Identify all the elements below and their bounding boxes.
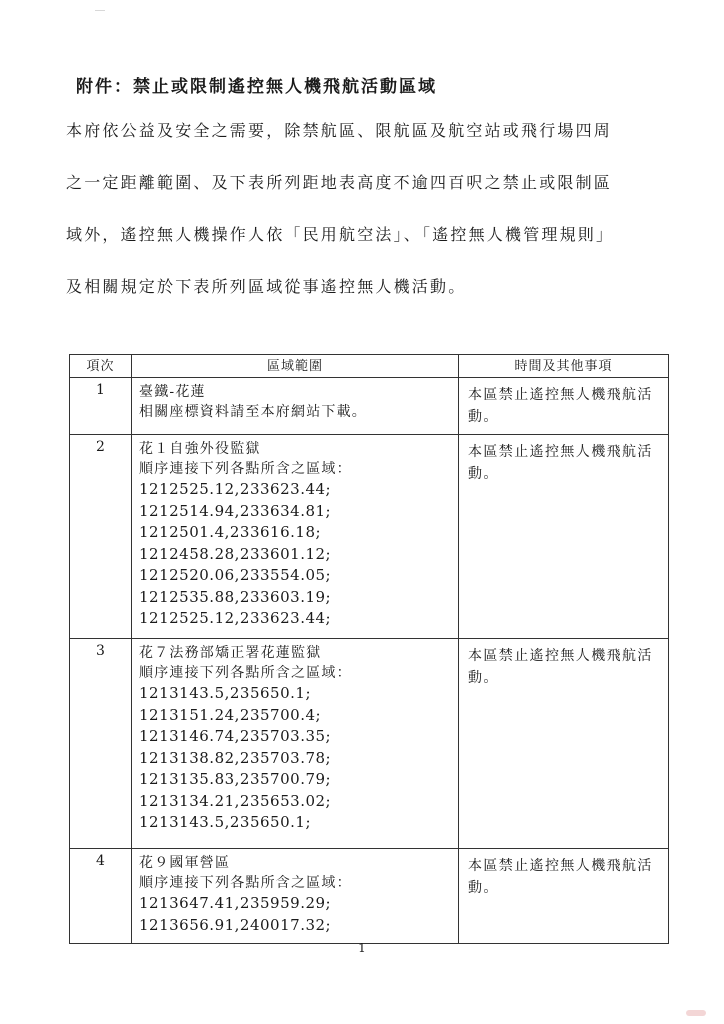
area-name: 臺鐵-花蓮 [139, 384, 206, 400]
table-row [70, 639, 669, 849]
row-index: 3 [70, 639, 132, 849]
row-area [132, 435, 459, 639]
coordinate: 1213151.24,235700.4; [139, 705, 322, 724]
row-area [132, 849, 459, 944]
coordinate: 1212501.4,233616.18; [139, 523, 322, 541]
scan-artifact [686, 1010, 706, 1016]
row-note: 本區禁止遙控無人機飛航活動。 [459, 639, 669, 849]
coordinate: 1213656.91,240017.32; [139, 915, 332, 934]
table-row [70, 435, 669, 639]
area-description: 順序連接下列各點所含之區域： [139, 461, 352, 477]
area-name: 花９國軍營區 [139, 855, 231, 871]
area-name: 花７法務部矯正署花蓮監獄 [139, 645, 322, 661]
row-index: 1 [70, 378, 132, 435]
area-description: 順序連接下列各點所含之區域： [139, 875, 352, 891]
coordinate: 1212525.12,233623.44; [139, 480, 332, 498]
intro-line: 及相關規定於下表所列區域從事遙控無人機活動。 [66, 277, 467, 296]
table-header-row [70, 355, 669, 378]
coordinate: 1212520.06,233554.05; [139, 566, 332, 584]
intro-line: 域外，遙控無人機操作人依「民用航空法」、「遙控無人機管理規則」 [66, 225, 615, 244]
area-name: 花１自強外役監獄 [139, 441, 261, 457]
intro-line: 本府依公益及安全之需要，除禁航區、限航區及航空站或飛行場四周 [66, 121, 613, 140]
row-note: 本區禁止遙控無人機飛航活動。 [459, 435, 669, 639]
intro-line: 之一定距離範圍、及下表所列距地表高度不逾四百呎之禁止或限制區 [66, 173, 613, 192]
coordinate: 1212514.94,233634.81; [139, 501, 332, 520]
zones-table [69, 354, 669, 944]
intro-paragraph [66, 115, 666, 323]
coordinate: 1212458.28,233601.12; [139, 544, 332, 563]
header-index: 項次 [70, 355, 132, 378]
page-number: 1 [358, 941, 366, 955]
coordinate: 1212535.88,233603.19; [139, 587, 332, 606]
area-description: 相關座標資料請至本府網站下載。 [139, 404, 367, 420]
row-area [132, 639, 459, 849]
coordinate: 1213143.5,235650.1; [139, 684, 312, 702]
row-index: 2 [70, 435, 132, 639]
header-area: 區域範圍 [132, 355, 459, 378]
coordinate: 1213134.21,235653.02; [139, 791, 332, 810]
coordinate: 1213143.5,235650.1; [139, 813, 312, 831]
table-row [70, 849, 669, 944]
row-note: 本區禁止遙控無人機飛航活動。 [459, 378, 669, 435]
coordinate: 1213647.41,235959.29; [139, 894, 332, 912]
coordinate: 1212525.12,233623.44; [139, 609, 332, 627]
area-description: 順序連接下列各點所含之區域： [139, 665, 352, 681]
row-area [132, 378, 459, 435]
scan-artifact [95, 10, 105, 11]
coordinate: 1213138.82,235703.78; [139, 748, 332, 767]
row-index: 4 [70, 849, 132, 944]
coordinate: 1213146.74,235703.35; [139, 727, 332, 745]
document-title: 附件：禁止或限制遙控無人機飛航活動區域 [76, 77, 437, 97]
row-note: 本區禁止遙控無人機飛航活動。 [459, 849, 669, 944]
coordinate: 1213135.83,235700.79; [139, 770, 332, 788]
table-row [70, 378, 669, 435]
header-note: 時間及其他事項 [459, 355, 669, 378]
